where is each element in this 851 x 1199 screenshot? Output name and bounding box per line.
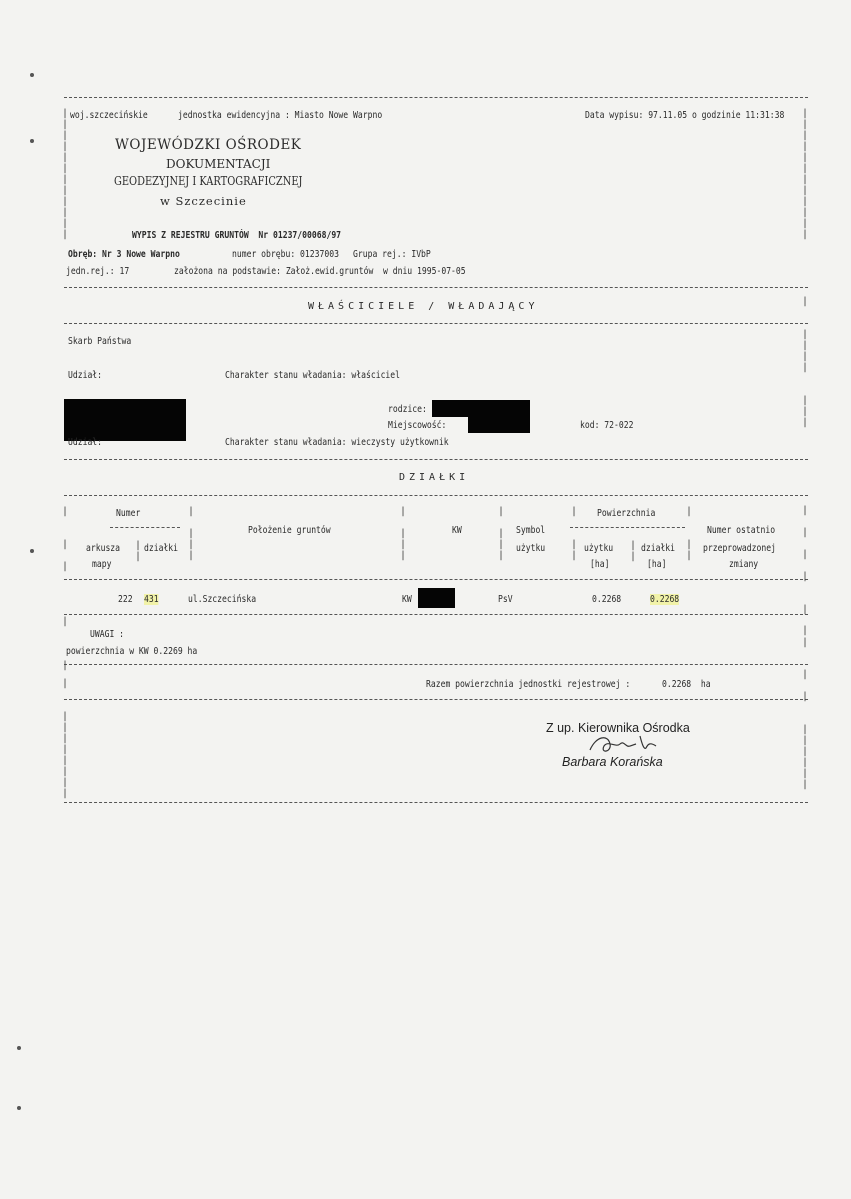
col-header-ha-1: [ha]: [590, 559, 610, 570]
parcel-area-use: 0.2268: [592, 594, 622, 605]
col-header-numer: Numer: [116, 508, 141, 519]
stamp-line-2: DOKUMENTACJI: [166, 157, 271, 171]
owner-1-name: Skarb Państwa: [68, 336, 132, 347]
voivodeship-label: woj.szczecińskie: [70, 110, 148, 121]
parcels-section-title: DZIAŁKI: [399, 472, 470, 483]
owner-2-share-label: Udział:: [68, 437, 103, 448]
col-header-arkusza: arkusza: [86, 543, 121, 554]
column-separator: | |: [135, 540, 142, 562]
stamp-line-4: w Szczecinie: [160, 194, 247, 208]
stamp-line-3: GEODEZYJNEJ I KARTOGRAFICZNEJ: [114, 174, 303, 188]
left-border: | | | | | | | | | | | |: [62, 108, 69, 240]
parcels-row-divider: [64, 614, 808, 615]
owner-1-share-label: Udział:: [68, 370, 103, 381]
extract-date: Data wypisu: 97.11.05 o godzinie 11:31:38: [585, 110, 785, 121]
left-border: | | | | |: [62, 506, 69, 671]
col-header-polozenie: Położenie gruntów: [248, 525, 331, 536]
register-group: Grupa rej.: IVbP: [353, 249, 431, 260]
owner-2-character: Charakter stanu władania: wieczysty użytkownik: [225, 437, 449, 448]
registration-unit: jednostka ewidencyjna : Miasto Nowe Warpno: [178, 110, 383, 121]
col-header-zmiana-2: przeprowadzonej: [703, 543, 776, 554]
extract-title: WYPIS Z REJESTRU GRUNTÓW Nr 01237/00068/97: [132, 230, 342, 241]
remarks-text: powierzchnia w KW 0.2269 ha: [66, 646, 198, 657]
establishment-basis: założona na podstawie: Założ.ewid.gruntów: [174, 266, 374, 277]
owners-title-divider: [64, 323, 808, 324]
signature-authority: Z up. Kierownika Ośrodka: [546, 721, 690, 735]
parcels-title-divider: [64, 495, 808, 496]
punch-hole: [17, 1106, 21, 1110]
column-separator: | | |: [686, 506, 693, 561]
total-area-value: 0.2268 ha: [662, 679, 711, 690]
right-border: | | | | | |: [802, 505, 809, 648]
right-border: | | | | | | | | |: [802, 625, 809, 790]
locality-label: Miejscowość:: [388, 420, 447, 431]
owners-section-title: WŁAŚCICIELE / WŁADAJĄCY: [308, 301, 539, 312]
right-border: | | | | | | | | | | | |: [802, 108, 809, 240]
parcels-sub-divider: [110, 527, 180, 528]
col-header-ha-2: [ha]: [647, 559, 667, 570]
column-separator: | |: [630, 540, 637, 562]
total-area-label: Razem powierzchnia jednostki rejestrowej :: [426, 679, 631, 690]
col-header-pow-dzialki: działki: [641, 543, 676, 554]
parcels-header-divider: [64, 579, 808, 580]
precinct: Obręb: Nr 3 Nowe Warpno: [68, 249, 180, 260]
right-border: | | | | | | | |: [802, 296, 809, 428]
col-header-uzytku: użytku: [516, 543, 546, 554]
col-header-symbol: Symbol: [516, 525, 546, 536]
signatory-name: Barbara Korańska: [562, 755, 663, 769]
frame-bottom-line: [64, 802, 808, 803]
parcel-area-total: 0.2268: [650, 594, 680, 605]
col-header-powierzchnia: Powierzchnia: [597, 508, 656, 519]
precinct-number: numer obrębu: 01237003: [232, 249, 339, 260]
parcels-sub-divider-2: [570, 527, 685, 528]
left-border: | | | | | | | | |: [62, 678, 69, 799]
col-header-zmiana-1: Numer ostatnio: [707, 525, 776, 536]
parcel-sheet-number: 222: [118, 594, 133, 605]
column-separator: | | |: [571, 506, 578, 561]
establishment-date: w dniu 1995-07-05: [383, 266, 466, 277]
handwritten-signature: [586, 730, 666, 756]
redacted-owner-name: [64, 399, 186, 441]
redacted-locality: [468, 416, 530, 433]
col-header-kw: KW: [452, 525, 462, 536]
remarks-divider: [64, 664, 808, 665]
punch-hole: [30, 549, 34, 553]
column-separator: | | | |: [400, 506, 407, 561]
column-separator: | | | |: [188, 506, 195, 561]
total-divider: [64, 699, 808, 700]
header-divider: [64, 287, 808, 288]
col-header-dzialki: działki: [144, 543, 179, 554]
punch-hole: [17, 1046, 21, 1050]
col-header-zmiana-3: zmiany: [729, 559, 759, 570]
parents-label: rodzice:: [388, 404, 427, 415]
punch-hole: [30, 139, 34, 143]
owners-end-divider: [64, 459, 808, 460]
redacted-parents: [432, 400, 530, 417]
column-separator: | | | |: [498, 506, 505, 561]
parcel-number: 431: [144, 594, 159, 605]
redacted-kw-number: [418, 588, 455, 608]
col-header-mapy: mapy: [92, 559, 112, 570]
frame-top-line: [64, 97, 808, 98]
register-unit: jedn.rej.: 17: [66, 266, 130, 277]
stamp-line-1: WOJEWÓDZKI OŚRODEK: [115, 137, 302, 153]
parcel-kw-label: KW: [402, 594, 412, 605]
parcel-land-use: PsV: [498, 594, 513, 605]
parcel-location: ul.Szczecińska: [188, 594, 257, 605]
col-header-pow-uzytku: użytku: [584, 543, 614, 554]
postal-code: kod: 72-022: [580, 420, 634, 431]
owner-1-character: Charakter stanu władania: właściciel: [225, 370, 401, 381]
punch-hole: [30, 73, 34, 77]
remarks-label: UWAGI :: [90, 629, 125, 640]
